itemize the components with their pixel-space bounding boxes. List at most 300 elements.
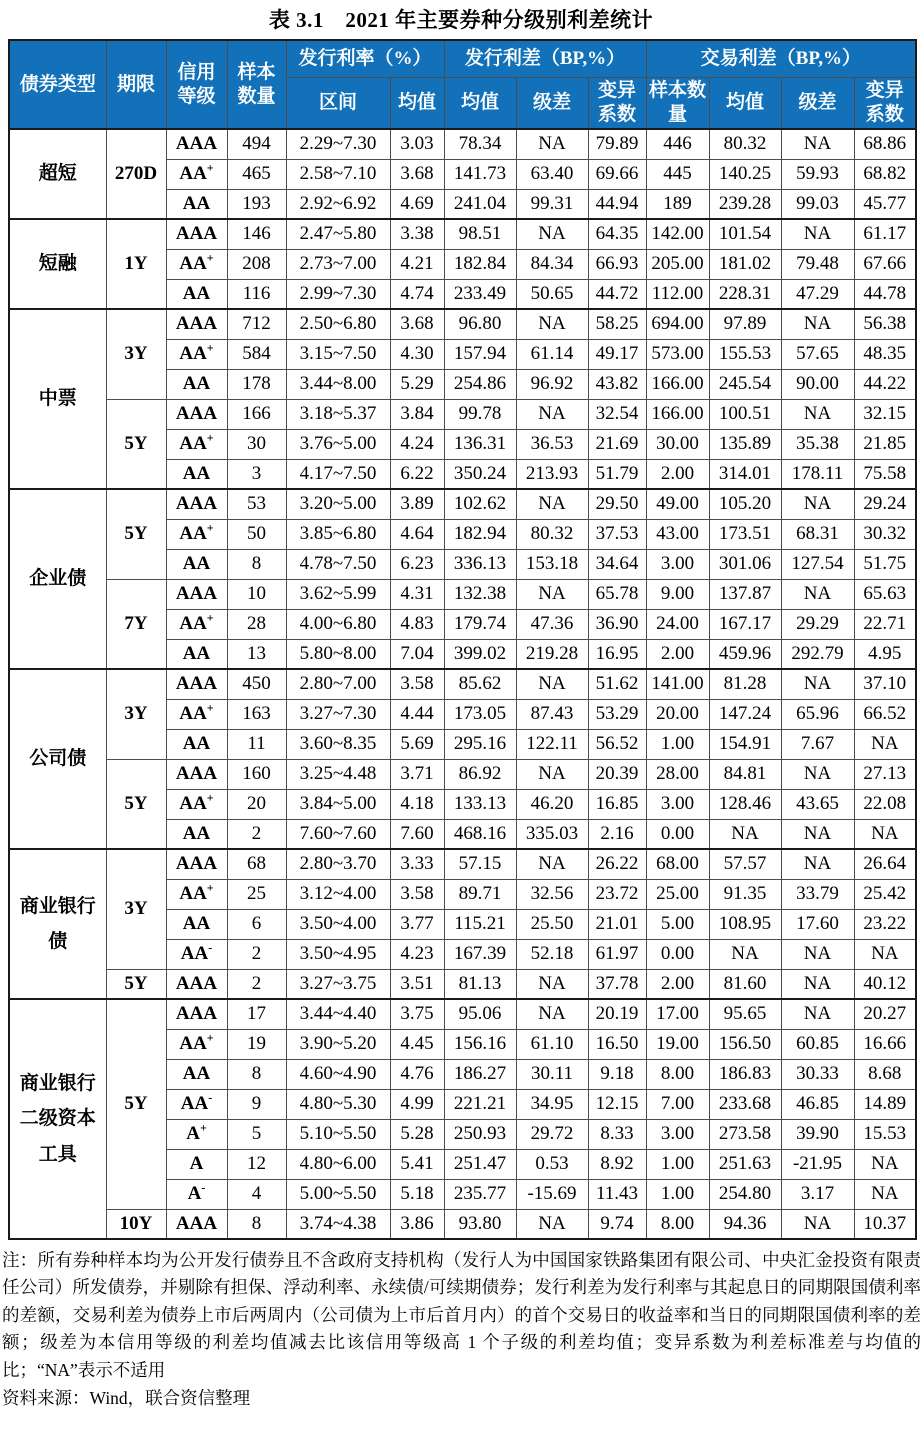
issue-grade-diff-cell: 46.20 [516, 789, 588, 819]
trade-sample-count-cell: 25.00 [646, 879, 709, 909]
rate-range-cell: 3.20~5.00 [286, 489, 390, 519]
sample-count-cell: 163 [227, 699, 286, 729]
issue-mean-cell: 173.05 [444, 699, 516, 729]
sample-count-cell: 8 [227, 1209, 286, 1239]
trade-mean-cell: 245.54 [709, 369, 781, 399]
trade-sample-count-cell: 8.00 [646, 1209, 709, 1239]
issue-grade-diff-cell: 34.95 [516, 1089, 588, 1119]
trade-sample-count-cell: 205.00 [646, 249, 709, 279]
rate-mean-cell: 5.18 [390, 1179, 444, 1209]
trade-cv-cell: 25.42 [854, 879, 916, 909]
sample-count-cell: 12 [227, 1149, 286, 1179]
issue-mean-cell: 86.92 [444, 759, 516, 789]
trade-sample-count-cell: 49.00 [646, 489, 709, 519]
issue-cv-cell: 8.33 [588, 1119, 646, 1149]
issue-mean-cell: 241.04 [444, 189, 516, 219]
rate-range-cell: 2.80~7.00 [286, 669, 390, 699]
trade-grade-diff-cell: 3.17 [781, 1179, 854, 1209]
issue-grade-diff-cell: 219.28 [516, 639, 588, 669]
issue-grade-diff-cell: NA [516, 129, 588, 159]
issue-cv-cell: 79.89 [588, 129, 646, 159]
issue-mean-cell: 251.47 [444, 1149, 516, 1179]
rate-range-cell: 3.27~7.30 [286, 699, 390, 729]
issue-grade-diff-cell: NA [516, 1209, 588, 1239]
trade-grade-diff-cell: NA [781, 489, 854, 519]
trade-mean-cell: NA [709, 939, 781, 969]
issue-cv-cell: 2.16 [588, 819, 646, 849]
sample-count-cell: 8 [227, 1059, 286, 1089]
rate-mean-cell: 4.83 [390, 609, 444, 639]
issue-grade-diff-cell: 84.34 [516, 249, 588, 279]
sample-count-cell: 465 [227, 159, 286, 189]
header-trade-mean: 均值 [709, 77, 781, 129]
rate-mean-cell: 4.44 [390, 699, 444, 729]
term-cell: 3Y [106, 309, 166, 399]
issue-mean-cell: 96.80 [444, 309, 516, 339]
trade-sample-count-cell: 2.00 [646, 969, 709, 999]
issue-mean-cell: 336.13 [444, 549, 516, 579]
rating-cell: AAA [166, 399, 227, 429]
table-row [9, 669, 916, 699]
table-row [9, 309, 916, 339]
rate-mean-cell: 4.18 [390, 789, 444, 819]
rating-superscript: + [206, 610, 214, 625]
trade-sample-count-cell: 5.00 [646, 909, 709, 939]
bond-type-cell: 中票 [9, 309, 106, 489]
trade-sample-count-cell: 2.00 [646, 459, 709, 489]
rate-mean-cell: 5.41 [390, 1149, 444, 1179]
rate-range-cell: 4.00~6.80 [286, 609, 390, 639]
trade-grade-diff-cell: NA [781, 759, 854, 789]
issue-cv-cell: 44.94 [588, 189, 646, 219]
trade-cv-cell: 45.77 [854, 189, 916, 219]
trade-grade-diff-cell: 30.33 [781, 1059, 854, 1089]
rate-range-cell: 2.58~7.10 [286, 159, 390, 189]
source-text: 资料来源：Wind，联合资信整理 [2, 1388, 251, 1409]
rating-cell: AA [166, 369, 227, 399]
rate-range-cell: 4.17~7.50 [286, 459, 390, 489]
issue-mean-cell: 250.93 [444, 1119, 516, 1149]
issue-mean-cell: 156.16 [444, 1029, 516, 1059]
rate-range-cell: 2.73~7.00 [286, 249, 390, 279]
issue-cv-cell: 21.01 [588, 909, 646, 939]
trade-mean-cell: 167.17 [709, 609, 781, 639]
issue-grade-diff-cell: 96.92 [516, 369, 588, 399]
trade-cv-cell: 40.12 [854, 969, 916, 999]
rate-range-cell: 2.92~6.92 [286, 189, 390, 219]
rate-range-cell: 3.84~5.00 [286, 789, 390, 819]
issue-grade-diff-cell: 50.65 [516, 279, 588, 309]
trade-mean-cell: 239.28 [709, 189, 781, 219]
issue-cv-cell: 51.62 [588, 669, 646, 699]
issue-grade-diff-cell: 80.32 [516, 519, 588, 549]
table-row [9, 969, 916, 999]
trade-sample-count-cell: 141.00 [646, 669, 709, 699]
trade-mean-cell: 273.58 [709, 1119, 781, 1149]
rating-superscript: + [206, 520, 214, 535]
trade-mean-cell: 105.20 [709, 489, 781, 519]
sample-count-cell: 5 [227, 1119, 286, 1149]
sample-count-cell: 17 [227, 999, 286, 1029]
trade-grade-diff-cell: 7.67 [781, 729, 854, 759]
bond-type-cell: 商业银行债 [9, 849, 106, 999]
trade-mean-cell: 186.83 [709, 1059, 781, 1089]
term-cell: 270D [106, 129, 166, 219]
table-header [9, 40, 916, 129]
rate-range-cell: 2.99~7.30 [286, 279, 390, 309]
rate-mean-cell: 4.30 [390, 339, 444, 369]
table-row [9, 1209, 916, 1239]
issue-mean-cell: 85.62 [444, 669, 516, 699]
trade-sample-count-cell: 8.00 [646, 1059, 709, 1089]
trade-cv-cell: 15.53 [854, 1119, 916, 1149]
trade-mean-cell: 80.32 [709, 129, 781, 159]
issue-grade-diff-cell: NA [516, 219, 588, 249]
trade-sample-count-cell: 17.00 [646, 999, 709, 1029]
rating-cell: A+ [166, 1119, 227, 1149]
issue-cv-cell: 65.78 [588, 579, 646, 609]
sample-count-cell: 2 [227, 939, 286, 969]
rating-cell: AA [166, 1059, 227, 1089]
rate-mean-cell: 4.23 [390, 939, 444, 969]
issue-mean-cell: 254.86 [444, 369, 516, 399]
sample-count-cell: 19 [227, 1029, 286, 1059]
rating-cell: AA- [166, 939, 227, 969]
header-issue-spread-group: 发行利差（BP,%） [444, 40, 646, 77]
trade-cv-cell: 22.71 [854, 609, 916, 639]
sample-count-cell: 193 [227, 189, 286, 219]
issue-grade-diff-cell: 335.03 [516, 819, 588, 849]
issue-cv-cell: 43.82 [588, 369, 646, 399]
trade-grade-diff-cell: NA [781, 399, 854, 429]
rating-superscript: + [206, 880, 214, 895]
rate-mean-cell: 4.64 [390, 519, 444, 549]
trade-sample-count-cell: 446 [646, 129, 709, 159]
trade-sample-count-cell: 68.00 [646, 849, 709, 879]
issue-mean-cell: 233.49 [444, 279, 516, 309]
trade-cv-cell: 21.85 [854, 429, 916, 459]
issue-grade-diff-cell: NA [516, 309, 588, 339]
trade-mean-cell: 94.36 [709, 1209, 781, 1239]
issue-mean-cell: 78.34 [444, 129, 516, 159]
issue-grade-diff-cell: 61.14 [516, 339, 588, 369]
sample-count-cell: 3 [227, 459, 286, 489]
rating-cell: AA- [166, 1089, 227, 1119]
issue-mean-cell: 98.51 [444, 219, 516, 249]
trade-mean-cell: 251.63 [709, 1149, 781, 1179]
rate-range-cell: 3.44~8.00 [286, 369, 390, 399]
sample-count-cell: 25 [227, 879, 286, 909]
rate-range-cell: 3.62~5.99 [286, 579, 390, 609]
trade-grade-diff-cell: NA [781, 969, 854, 999]
table-row [9, 999, 916, 1029]
issue-mean-cell: 167.39 [444, 939, 516, 969]
trade-grade-diff-cell: 178.11 [781, 459, 854, 489]
rate-range-cell: 4.80~5.30 [286, 1089, 390, 1119]
issue-grade-diff-cell: 47.36 [516, 609, 588, 639]
sample-count-cell: 160 [227, 759, 286, 789]
issue-cv-cell: 34.64 [588, 549, 646, 579]
rate-range-cell: 3.18~5.37 [286, 399, 390, 429]
rate-range-cell: 2.50~6.80 [286, 309, 390, 339]
sample-count-cell: 6 [227, 909, 286, 939]
term-cell: 3Y [106, 669, 166, 759]
sample-count-cell: 20 [227, 789, 286, 819]
trade-mean-cell: 128.46 [709, 789, 781, 819]
table-title: 表 3.1 2021 年主要券种分级别利差统计 [268, 8, 654, 32]
rating-cell: AA [166, 909, 227, 939]
trade-sample-count-cell: 2.00 [646, 639, 709, 669]
trade-mean-cell: 84.81 [709, 759, 781, 789]
rate-mean-cell: 4.45 [390, 1029, 444, 1059]
issue-mean-cell: 235.77 [444, 1179, 516, 1209]
issue-cv-cell: 37.53 [588, 519, 646, 549]
rating-cell: AAA [166, 129, 227, 159]
rate-mean-cell: 4.69 [390, 189, 444, 219]
sample-count-cell: 494 [227, 129, 286, 159]
issue-cv-cell: 16.95 [588, 639, 646, 669]
rating-superscript: + [206, 790, 214, 805]
issue-mean-cell: 57.15 [444, 849, 516, 879]
term-cell: 5Y [106, 999, 166, 1209]
rating-cell: AA [166, 189, 227, 219]
trade-sample-count-cell: 112.00 [646, 279, 709, 309]
trade-cv-cell: 26.64 [854, 849, 916, 879]
rating-cell: AA [166, 279, 227, 309]
issue-cv-cell: 61.97 [588, 939, 646, 969]
issue-mean-cell: 179.74 [444, 609, 516, 639]
issue-mean-cell: 141.73 [444, 159, 516, 189]
table-row [9, 219, 916, 249]
trade-grade-diff-cell: 59.93 [781, 159, 854, 189]
issue-cv-cell: 20.19 [588, 999, 646, 1029]
trade-mean-cell: 140.25 [709, 159, 781, 189]
trade-cv-cell: 30.32 [854, 519, 916, 549]
rate-range-cell: 3.90~5.20 [286, 1029, 390, 1059]
sample-count-cell: 2 [227, 969, 286, 999]
issue-grade-diff-cell: NA [516, 489, 588, 519]
rate-mean-cell: 3.84 [390, 399, 444, 429]
rate-mean-cell: 3.89 [390, 489, 444, 519]
rate-range-cell: 3.25~4.48 [286, 759, 390, 789]
trade-cv-cell: NA [854, 729, 916, 759]
issue-grade-diff-cell: 153.18 [516, 549, 588, 579]
sample-count-cell: 68 [227, 849, 286, 879]
table-row [9, 759, 916, 789]
rate-mean-cell: 4.99 [390, 1089, 444, 1119]
trade-grade-diff-cell: 39.90 [781, 1119, 854, 1149]
trade-cv-cell: 51.75 [854, 549, 916, 579]
issue-grade-diff-cell: NA [516, 969, 588, 999]
issue-cv-cell: 9.74 [588, 1209, 646, 1239]
issue-mean-cell: 115.21 [444, 909, 516, 939]
rate-mean-cell: 3.86 [390, 1209, 444, 1239]
trade-sample-count-cell: 694.00 [646, 309, 709, 339]
trade-grade-diff-cell: 292.79 [781, 639, 854, 669]
trade-sample-count-cell: 24.00 [646, 609, 709, 639]
rate-mean-cell: 3.58 [390, 879, 444, 909]
rating-superscript: - [208, 1090, 213, 1105]
issue-mean-cell: 157.94 [444, 339, 516, 369]
trade-cv-cell: 8.68 [854, 1059, 916, 1089]
header-sample-count: 样本数量 [227, 40, 286, 129]
issue-cv-cell: 29.50 [588, 489, 646, 519]
rate-mean-cell: 3.68 [390, 159, 444, 189]
rating-superscript: + [206, 430, 214, 445]
rate-range-cell: 3.15~7.50 [286, 339, 390, 369]
issue-grade-diff-cell: NA [516, 759, 588, 789]
issue-cv-cell: 49.17 [588, 339, 646, 369]
trade-mean-cell: 135.89 [709, 429, 781, 459]
trade-cv-cell: 67.66 [854, 249, 916, 279]
rating-cell: AAA [166, 1209, 227, 1239]
table-row [9, 849, 916, 879]
issue-grade-diff-cell: 36.53 [516, 429, 588, 459]
issue-grade-diff-cell: 0.53 [516, 1149, 588, 1179]
rate-mean-cell: 7.60 [390, 819, 444, 849]
rating-cell: AAA [166, 579, 227, 609]
table-row [9, 129, 916, 159]
trade-grade-diff-cell: NA [781, 309, 854, 339]
rating-cell: AA+ [166, 789, 227, 819]
bond-type-cell: 超短 [9, 129, 106, 219]
issue-cv-cell: 69.66 [588, 159, 646, 189]
rating-superscript: + [199, 1120, 207, 1135]
rating-cell: AA+ [166, 879, 227, 909]
issue-mean-cell: 182.84 [444, 249, 516, 279]
notes-text: 注：所有券种样本均为公开发行债券且不含政府支持机构（发行人为中国国家铁路集团有限公司、中央汇金投资有限责任公司）所发债券，并剔除有担保、浮动利率、永续债/可续期债券；发行利差为发行利率与其起息日的同期限国债利率的差额，交易利差为债券上市后两周内（公司债为上市后首月内）的首个交易日的收益率和当日的同期限国债利率的差额；级差为本信用等级的利差均值减去比该信用等级高 1 个子级的利差均值；变异系数为利差标准差与均值的比；“NA”表示不适用 [2, 1250, 921, 1380]
issue-grade-diff-cell: -15.69 [516, 1179, 588, 1209]
bond-type-cell: 商业银行二级资本工具 [9, 999, 106, 1239]
issue-cv-cell: 9.18 [588, 1059, 646, 1089]
trade-sample-count-cell: 7.00 [646, 1089, 709, 1119]
issue-grade-diff-cell: NA [516, 849, 588, 879]
rating-superscript: - [208, 940, 213, 955]
rate-mean-cell: 7.04 [390, 639, 444, 669]
trade-grade-diff-cell: NA [781, 669, 854, 699]
issue-cv-cell: 66.93 [588, 249, 646, 279]
issue-mean-cell: 399.02 [444, 639, 516, 669]
rating-cell: AA+ [166, 159, 227, 189]
trade-mean-cell: 108.95 [709, 909, 781, 939]
trade-cv-cell: 32.15 [854, 399, 916, 429]
sample-count-cell: 712 [227, 309, 286, 339]
trade-grade-diff-cell: 79.48 [781, 249, 854, 279]
rate-range-cell: 5.10~5.50 [286, 1119, 390, 1149]
issue-cv-cell: 16.85 [588, 789, 646, 819]
issue-grade-diff-cell: 25.50 [516, 909, 588, 939]
rating-superscript: - [201, 1180, 206, 1195]
issue-cv-cell: 36.90 [588, 609, 646, 639]
trade-mean-cell: 81.28 [709, 669, 781, 699]
rate-range-cell: 5.80~8.00 [286, 639, 390, 669]
trade-grade-diff-cell: -21.95 [781, 1149, 854, 1179]
issue-grade-diff-cell: NA [516, 669, 588, 699]
rating-cell: AAA [166, 489, 227, 519]
trade-grade-diff-cell: NA [781, 999, 854, 1029]
issue-mean-cell: 186.27 [444, 1059, 516, 1089]
trade-mean-cell: 97.89 [709, 309, 781, 339]
rate-range-cell: 3.76~5.00 [286, 429, 390, 459]
rate-mean-cell: 4.21 [390, 249, 444, 279]
issue-grade-diff-cell: NA [516, 579, 588, 609]
trade-grade-diff-cell: 43.65 [781, 789, 854, 819]
rate-range-cell: 2.29~7.30 [286, 129, 390, 159]
trade-cv-cell: 29.24 [854, 489, 916, 519]
rating-cell: AA+ [166, 249, 227, 279]
issue-cv-cell: 37.78 [588, 969, 646, 999]
rating-cell: AA [166, 639, 227, 669]
issue-grade-diff-cell: NA [516, 999, 588, 1029]
header-trade-spread-group: 交易利差（BP,%） [646, 40, 916, 77]
rate-mean-cell: 4.76 [390, 1059, 444, 1089]
rate-range-cell: 4.78~7.50 [286, 549, 390, 579]
trade-grade-diff-cell: NA [781, 849, 854, 879]
trade-cv-cell: 22.08 [854, 789, 916, 819]
issue-cv-cell: 8.92 [588, 1149, 646, 1179]
issue-mean-cell: 81.13 [444, 969, 516, 999]
bond-type-cell: 公司债 [9, 669, 106, 849]
trade-sample-count-cell: 20.00 [646, 699, 709, 729]
trade-grade-diff-cell: 127.54 [781, 549, 854, 579]
trade-sample-count-cell: 43.00 [646, 519, 709, 549]
rating-cell: AA [166, 729, 227, 759]
trade-mean-cell: 137.87 [709, 579, 781, 609]
trade-grade-diff-cell: 29.29 [781, 609, 854, 639]
issue-cv-cell: 11.43 [588, 1179, 646, 1209]
rating-cell: A [166, 1149, 227, 1179]
issue-cv-cell: 56.52 [588, 729, 646, 759]
rate-range-cell: 7.60~7.60 [286, 819, 390, 849]
issue-grade-diff-cell: 30.11 [516, 1059, 588, 1089]
trade-sample-count-cell: 0.00 [646, 939, 709, 969]
trade-mean-cell: 95.65 [709, 999, 781, 1029]
rate-mean-cell: 3.75 [390, 999, 444, 1029]
rate-mean-cell: 6.22 [390, 459, 444, 489]
issue-grade-diff-cell: 213.93 [516, 459, 588, 489]
trade-mean-cell: NA [709, 819, 781, 849]
issue-cv-cell: 21.69 [588, 429, 646, 459]
trade-mean-cell: 228.31 [709, 279, 781, 309]
sample-count-cell: 9 [227, 1089, 286, 1119]
trade-cv-cell: NA [854, 1179, 916, 1209]
table-body [9, 129, 916, 1239]
trade-mean-cell: 154.91 [709, 729, 781, 759]
trade-cv-cell: 37.10 [854, 669, 916, 699]
trade-sample-count-cell: 142.00 [646, 219, 709, 249]
trade-grade-diff-cell: 60.85 [781, 1029, 854, 1059]
sample-count-cell: 146 [227, 219, 286, 249]
trade-sample-count-cell: 0.00 [646, 819, 709, 849]
trade-sample-count-cell: 1.00 [646, 1149, 709, 1179]
trade-mean-cell: 156.50 [709, 1029, 781, 1059]
trade-cv-cell: 68.82 [854, 159, 916, 189]
trade-mean-cell: 147.24 [709, 699, 781, 729]
trade-grade-diff-cell: NA [781, 939, 854, 969]
sample-count-cell: 50 [227, 519, 286, 549]
term-cell: 5Y [106, 969, 166, 999]
sample-count-cell: 8 [227, 549, 286, 579]
rate-range-cell: 3.85~6.80 [286, 519, 390, 549]
issue-mean-cell: 350.24 [444, 459, 516, 489]
term-cell: 5Y [106, 399, 166, 489]
trade-sample-count-cell: 19.00 [646, 1029, 709, 1059]
issue-cv-cell: 20.39 [588, 759, 646, 789]
issue-cv-cell: 58.25 [588, 309, 646, 339]
header-issue-mean: 均值 [444, 77, 516, 129]
table-row [9, 399, 916, 429]
trade-grade-diff-cell: 65.96 [781, 699, 854, 729]
